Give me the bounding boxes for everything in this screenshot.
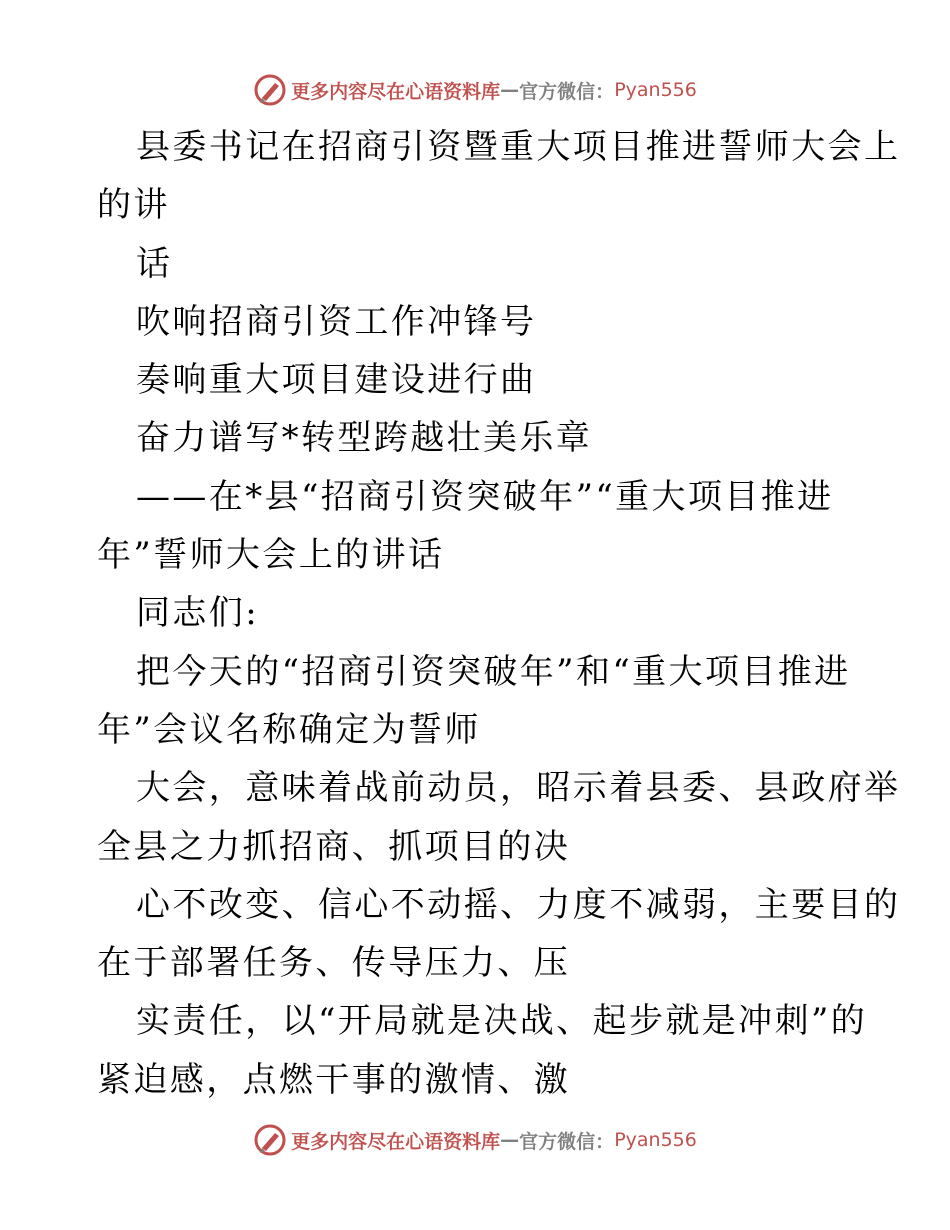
text-line: 同志们: [136,593,260,634]
text-line: 的讲 [97,185,170,226]
watermark-id: Pyan556 [614,79,697,101]
text-line: 把今天的“招商引资突破年”和“重大项目推进 [136,651,851,692]
text-line: 县委书记在招商引资暨重大项目推进誓师大会上 [136,127,901,167]
text-line: 年”誓师大会上的讲话 [97,535,445,576]
text-line: ——在*县“招商引资突破年”“重大项目推进 [136,476,834,517]
text-line: 心不改变、信心不动摇、力度不减弱，主要目的 [136,884,901,925]
footer-watermark [0,1120,950,1160]
watermark-label: 官方微信： [519,80,615,103]
text-line: 大会，意味着战前动员，昭示着县委、县政府举 [136,768,901,809]
text-line: 话 [136,243,173,284]
watermark-id: Pyan556 [614,1129,697,1151]
text-line: 紧迫感，点燃干事的激情、激 [97,1059,571,1100]
text-line: 全县之力抓招商、抓项目的决 [97,826,571,867]
text-line: 奏响重大项目建设进行曲 [136,360,537,401]
watermark-site: 更多内容尽在心语资料库 [291,1130,501,1153]
text-line: 年”会议名称确定为誓师 [97,709,481,750]
pen-logo-icon [253,73,287,107]
watermark-label: 官方微信： [519,1130,615,1153]
header-watermark [0,70,950,110]
text-line: 在于部署任务、传导压力、压 [97,943,571,984]
text-line: 奋力谱写*转型跨越壮美乐章 [136,418,593,459]
text-line: 吹响招商引资工作冲锋号 [136,301,537,342]
document-body [97,118,901,1109]
watermark-dash: — [500,1129,520,1151]
pen-logo-icon [253,1123,287,1157]
text-line: 实责任，以“开局就是决战、起步就是冲刺”的 [136,1001,868,1042]
watermark-dash: — [500,79,520,101]
watermark-site: 更多内容尽在心语资料库 [291,80,501,103]
